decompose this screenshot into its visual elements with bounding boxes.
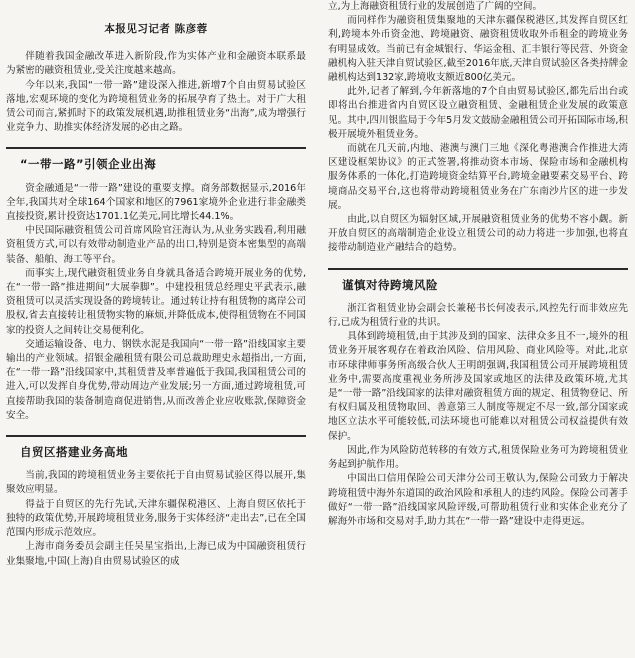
section-rule <box>328 268 628 270</box>
paragraph: 中国出口信用保险公司天津分公司王敬认为,保险公司致力于解决跨境租赁中海外东道国的政治风险和承租人的违约风险。保险公司著手做好“一带一路”沿线国家风险评级,可帮助租赁行业和实体企业充分了解海外市场和交易对手,助力其在“一带一路”建设中走得更远。 <box>328 473 628 527</box>
right-column <box>328 0 628 529</box>
paragraph: 交通运输设备、电力、钢铁水泥是我国向“一带一路”沿线国家主要输出的产业领域。招银金融租赁有限公司总裁助理史永超指出,一方面,在“一带一路”沿线国家中,其租赁普及率普遍低于我国,我国租赁公司的进入,可以发挥自身优势,带动周边产业发展;另一方面,通过跨境租赁,可直接帮助我国的装备制造商促进销售,从而改善企业应收账款,保障资金安全。 <box>6 338 306 421</box>
paragraph: 而同样作为融资租赁集聚地的天津东疆保税港区,其发挥自贸区红利,跨境本外币资金池、跨境融资、融资租赁收取外币租金的跨境业务有明显成效。当前已有金城银行、华运金租、汇丰银行等民营、外资金融机构入驻天津自贸试验区,截至2016年底,天津自贸试验区各类持牌金融机构达到132家,跨境收支额近800亿美元。 <box>328 15 628 84</box>
paragraph: 上海市商务委员会副主任吴星宝指出,上海已成为中国融资租赁行业集聚地,中国(上海)自由贸易试验区的成 <box>6 541 306 567</box>
paragraph: 浙江省租赁业协会副会长兼秘书长何凌表示,风控先行而非效应先行,已成为租赁行业的共识。 <box>328 302 628 329</box>
section-rule <box>6 147 306 149</box>
paragraph: 此外,记者了解到,今年新落地的7个自由贸易试验区,都先后出台或即将出台推进省内自贸区设立融资租赁、金融租赁企业发展的政策意见。其中,四川银监局于今年5月发文鼓励金融租赁公司开拓国际市场,积极开展境外租赁业务。 <box>328 86 629 140</box>
paragraph: 中民国际融资租赁公司首席风险官汪海认为,从业务实践看,利用融资租赁方式,可以有效带动制造业产品的出口,特别是资本密集型的高端装备、船舶、海工等平台。 <box>6 225 306 265</box>
section-title: 自贸区搭建业务高地 <box>20 445 128 460</box>
paragraph: 而就在几天前,内地、港澳与澳门三地《深化粤港澳合作推进大湾区建设框架协议》的正式签署,将推动资本市场、保险市场和金融机构服务体系的一体化,打造跨境资金结算平台,跨境金融要素交易平台、跨境商品交易平台,这也将带动跨境租赁业务在广东南沙片区的进一步发展。 <box>328 143 628 211</box>
section-heading-belt-road <box>6 147 306 171</box>
left-column <box>6 0 306 569</box>
paragraph: 资金融通是“一带一路”建设的重要支撑。商务部数据显示,2016年全年,我国共对全球164个国家和地区的7961家境外企业进行非金融类直接投资,累计投资达1701.1亿美元,同比增长44.1%。 <box>6 182 306 223</box>
paragraph: 伴随着我国金融改革进入新阶段,作为实体产业和金融资本联系最为紧密的融资租赁业,受关注度越来越高。 <box>6 51 306 77</box>
paragraph: 今年以来,我国“一带一路”建设深入推进,新增7个自由贸易试验区落地,宏观环境的变化为跨境租赁业务的拓展孕育了热土。对于广大租赁公司而言,紧抓时下的政策发展机遇,助推租赁业务“出海”,成为增强行业竞争力、助推实体经济发展的必由之路。 <box>6 79 306 134</box>
paragraph: 当前,我国的跨境租赁业务主要依托于自由贸易试验区得以展开,集聚效应明显。 <box>6 470 306 496</box>
section-heading-cross-border-risk <box>328 268 628 292</box>
paragraph: 具体到跨境租赁,由于其涉及到的国家、法律众多且不一,境外的租赁业务开展客观存在着政治风险、信用风险、商业风险等。对此,北京市环球律师事务所高级合伙人王明朗强调,我国租赁公司开展跨境租赁业务中,需要高度重视业务所涉及国家或地区的法律及政策环境,尤其是“一带一路”沿线国家的法律对融资租赁方面的规定、租赁物登记、所有权归属及租赁物取回、善意第三人制度等规定不尽一致,部分国家或地区立法水平可能较低,司法环境也可能难以对租赁公司权益提供有效保护。 <box>328 331 628 442</box>
paragraph: 得益于自贸区的先行先试,天津东疆保税港区、上海自贸区依托于独特的政策优势,开展跨境租赁业务,服务于实体经济“走出去”,已在全国范围内形成示范效应。 <box>6 498 306 539</box>
section-heading-free-trade-zone <box>6 435 306 459</box>
paragraph: 而事实上,现代融资租赁业务自身就具备适合跨境开展业务的优势,在“一带一路”推进期间“大展拳脚”。中建投租赁总经理史平武表示,融资租赁可以灵活实现设备的跨境转让。通过转让持有租赁物的离岸公司股权,省去直接转让租赁物实物的麻烦,并降低成本,使得租赁物在不同国家的投资人之间转让交易便利化。 <box>6 267 306 336</box>
section-title: 谨慎对待跨境风险 <box>342 277 438 292</box>
section-title: “一带一路”引领企业出海 <box>20 157 157 172</box>
paragraph: 因此,作为风险防范转移的有效方式,租赁保险业务可为跨境租赁业务起到护航作用。 <box>328 444 628 471</box>
section-rule <box>6 435 306 437</box>
byline: 本报见习记者 陈彦蓉 <box>104 23 208 35</box>
paragraph: 由此,以自贸区为辐射区域,开展融资租赁业务的优势不容小觑。新开放自贸区的高端制造企业设立租赁公司的动力将进一步加强,也将直接带动制造业产融结合的趋势。 <box>328 214 628 254</box>
paragraph: 立,为上海融资租赁行业的发展创造了广阔的空间。 <box>328 1 543 12</box>
